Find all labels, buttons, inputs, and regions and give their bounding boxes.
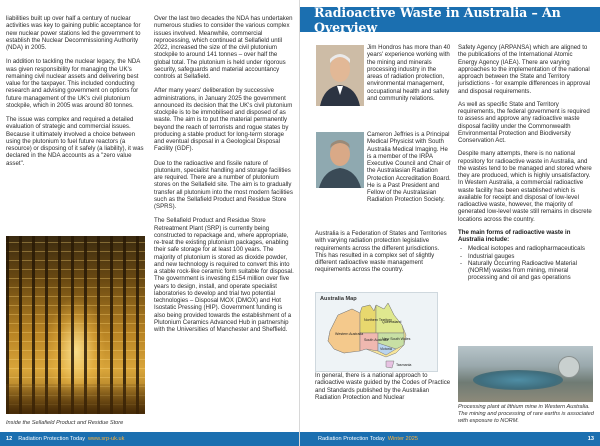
paragraph: The Sellafield Product and Residue Store Retreatment Plant (SRP) is currently being constructed to repackage and, where appropriate, re-treat the existing plutonium packages, enabling their safe storage for at least 100 years. The majority of plutonium is stored as dioxide powder, and new technology is required to convert this into a stable rock-like ceramic form suitable for disposal. The government is investing £154 million over five years to design, install, and operate specialist laboratories to develop and trial two potential technologies – Disposal MOX (DMOX) and Hot Isostatic Pressing (HIP). Government funding is also being provided towards the establishment of a Plutonium Ceramics Advanced Hub in partnership with the Universities of Manchester and Sheffield. (154, 217, 294, 333)
footer (300, 432, 600, 446)
photo-caption: Inside the Sellafield Product and Residue Store (6, 420, 124, 426)
footer (0, 432, 300, 446)
map-label: New South Wales (382, 337, 411, 341)
paragraph: Safety Agency (ARPANSA) which are aligned to the publications of the International Atomic Energy Agency (IAEA). There are varying approaches to the implementation of the national approach between the State and Territory jurisdictions - for example differences in approval and disposal requirements. (458, 44, 590, 95)
paragraph: Australia is a Federation of States and Territories with varying radiation protection legislative requirements across the different jurisdictions. This has resulted in a complex set of slightly different radioactive waste management requirements across the country. (315, 230, 447, 274)
left-column-2 (154, 15, 294, 333)
map-label: Western Australia (335, 332, 364, 336)
paragraph: liabilities built up over half a century of nuclear activities was key to gaining public acceptance for new nuclear power stations led the government to establish the Nuclear Decommissioning Authority (NDA) in 2005. (6, 15, 141, 51)
map-label: Victoria (380, 347, 392, 351)
paragraph: In addition to tackling the nuclear legacy, the NDA was given responsibility for managing the UK's remaining civil nuclear assets and delivering best value for the taxpayer. This included conducting research and advising government on options for future management of the UK's civil plutonium stockpile, which in 2005 was around 80 tonnes. (6, 58, 141, 109)
lithium-plant-photo (458, 346, 593, 402)
list-item: - Medical isotopes and radiopharmaceuticals (458, 245, 593, 252)
storage-hall-photo (6, 236, 145, 414)
map-label: South Australia (364, 338, 389, 342)
page-number: 12 (6, 436, 13, 442)
right-column-2 (458, 44, 593, 288)
left-column-1 (6, 15, 144, 167)
page-number: 13 (587, 436, 594, 442)
publication-name: Radiation Protection Today (18, 436, 85, 442)
map-label: Northern Territory (364, 318, 392, 322)
photo-caption: Processing plant at lithium mine in Western Australia. The mining and processing of rare earths is associated with exposure to NORM. (458, 404, 594, 424)
article-title: Radioactive Waste in Australia – An Overview (300, 7, 600, 32)
map-label: Tasmania (396, 363, 412, 367)
paragraph: After many years' deliberation by successive administrations, in January 2025 the government announced its decision that the UK's civil plutonium stockpile is to be immobilised and disposed of as waste. The aim is to put the material permanently beyond the reach of terrorists and rogue states by producing a stable product for long-term storage and eventual disposal in a Geological Disposal Facility (GDF). (154, 87, 293, 153)
paragraph: The issue was complex and required a detailed evaluation of strategic and commercial issues. Because it ultimately involved a choice between using the plutonium to fuel future reactors (a resource) or disposing of it safely (a liability), it was declared in the NDA accounts as a "zero value asset". (6, 116, 144, 167)
issue-date: Winter 2025 (387, 436, 418, 442)
map-label: Queensland (382, 320, 402, 324)
paragraph: In general, there is a national approach to radioactive waste guided by the Codes of Practice and Standards published by the Australian Radiation Protection and Nuclear (315, 372, 451, 401)
map-title: Australia Map (320, 296, 357, 302)
paragraph: As well as specific State and Territory requirements, the federal government is required to assess and approve any radioactive waste disposal facility under the Commonwealth Environmental Protection and Biodiversity Conservation Act. (458, 100, 590, 144)
paragraph: Despite many attempts, there is no national repository for radioactive waste in Australia, and the wastes tend to be managed and stored where they are produced, which is highly unsatisfactory. In Western Australia, a commercial radioactive waste facility has been established which is available for receipt and disposal of low-level radioactive waste, however, the majority of generated low-level waste still remains in discrete locations across the country. (458, 150, 592, 223)
publication-name: Radiation Protection Today (318, 436, 385, 442)
list-item: - Industrial gauges (458, 253, 593, 260)
sources-list (458, 245, 593, 281)
list-item: - Naturally Occurring Radioactive Material (NORM) wastes from mining, mineral processing and oil and gas operations (458, 260, 593, 282)
paragraph: Due to the radioactive and fissile nature of plutonium, specialist handling and storage facilities are required. There are a number of plutonium stores on the Sellafield site. The aim is to gradually transfer all plutonium into the most modern facilities such as the Sellafield Product and Residue Store (SPRS). (154, 159, 293, 210)
website-link[interactable]: www.srp-uk.uk (88, 436, 125, 442)
author-bio-1: Jim Hondros has more than 40 years' experience working with the mining and minerals processing industry in the areas of radiation protection, environmental management, occupational health and safety and community relations. (367, 44, 451, 102)
australia-map (315, 292, 438, 372)
paragraph: Over the last two decades the NDA has undertaken numerous studies to consider the various complex issues involved. Meanwhile, commercial reprocessing, which continued at Sellafield until 2022, increased the size of the civil plutonium stockpile to around 141 tonnes – over half the global total. The plutonium is held under rigorous security, safeguards and material accountancy controls at Sellafield. (154, 15, 293, 80)
sources-heading: The main forms of radioactive waste in Australia include: (458, 228, 571, 243)
author-bio-2: Cameron Jeffries is a Principal Medical Physicist with South Australia Medical Imaging. He is a member of the IRPA Executive Council and Chair of the Australasian Radiation Protection Accreditation Board. He is a Past President and Fellow of the Australasian Radiation Protection Society. (367, 131, 451, 204)
right-page (300, 0, 600, 446)
